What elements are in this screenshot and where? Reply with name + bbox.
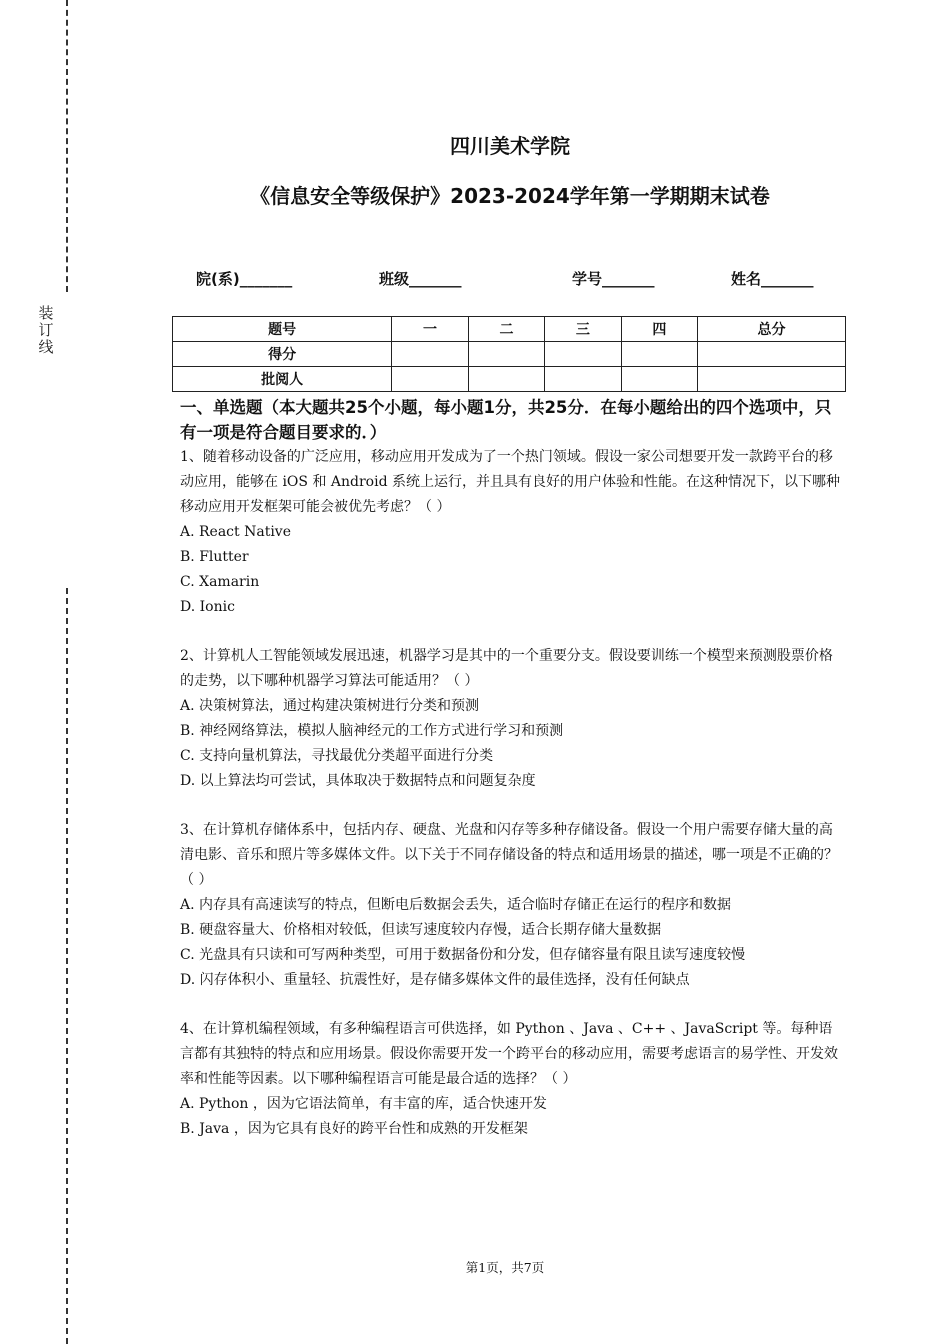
option-a: A. 内存具有高速读写的特点，但断电后数据会丢失，适合临时存储正在运行的程序和数据 (180, 897, 732, 913)
question-spacer (180, 993, 840, 1017)
score-table-cell (392, 367, 468, 392)
question-3 (180, 818, 840, 993)
option-a: A. 决策树算法，通过构建决策树进行分类和预测 (180, 698, 480, 714)
question-text: 2、计算机人工智能领域发展迅速，机器学习是其中的一个重要分支。假设要训练一个模型来预测股票价格的走势，以下哪种机器学习算法可能适用？（ ） (180, 648, 833, 689)
option-c: C. Xamarin (180, 574, 260, 590)
question-text: 4、在计算机编程领域，有多种编程语言可供选择，如 Python 、Java 、C++ 、JavaScript 等。每种语言都有其独特的特点和应用场景。假设你需要开发一个跨平台的移动应用，需要考虑语言的易学性、开发效率和性能等因素。以下哪种编程语言可能是最合适的选择？（ ） (180, 1021, 838, 1087)
school-name: 四川美术学院 (450, 134, 570, 158)
option-d: D. 以上算法均可尝试，具体取决于数据特点和问题复杂度 (180, 773, 536, 789)
score-table-cell (698, 367, 846, 392)
score-table-cell: 题号 (173, 317, 392, 342)
option-c: C. 支持向量机算法，寻找最优分类超平面进行分类 (180, 748, 494, 764)
score-table-cell: 二 (468, 317, 544, 342)
score-table-header-row (173, 317, 846, 342)
question-text: 3、在计算机存储体系中，包括内存、硬盘、光盘和闪存等多种存储设备。假设一个用户需要存储大量的高清电影、音乐和照片等多媒体文件。以下关于不同存储设备的特点和适用场景的描述，哪一项是不正确的？（ ） (180, 822, 838, 888)
score-table-cell (468, 367, 544, 392)
option-a: A. React Native (180, 524, 291, 540)
score-table-cell (621, 367, 697, 392)
score-table-cell (698, 342, 846, 367)
student-id-field: 学号_______ (572, 270, 655, 288)
score-table-cell (392, 342, 468, 367)
option-b: B. 硬盘容量大、价格相对较低，但读写速度较内存慢，适合长期存储大量数据 (180, 922, 662, 938)
department-field: 院(系)_______ (196, 270, 293, 288)
question-1 (180, 445, 840, 620)
class-field: 班级_______ (379, 270, 462, 288)
score-table-cell: 批阅人 (173, 367, 392, 392)
score-table-cell (468, 342, 544, 367)
binding-line-bottom (66, 588, 68, 1344)
score-table-cell: 总分 (698, 317, 846, 342)
score-table-row (173, 342, 846, 367)
question-spacer (180, 620, 840, 644)
score-table (172, 316, 846, 392)
option-d: D. Ionic (180, 599, 235, 615)
score-table-cell: 一 (392, 317, 468, 342)
question-4 (180, 1017, 840, 1142)
score-table-row (173, 367, 846, 392)
binding-label: 装订线 (38, 304, 54, 356)
section-heading: 一、单选题（本大题共25个小题，每小题1分，共25分．在每小题给出的四个选项中，只有一项是符合题目要求的．） (180, 398, 832, 442)
question-spacer (180, 794, 840, 818)
option-c: C. 光盘具有只读和可写两种类型，可用于数据备份和分发，但存储容量有限且读写速度较慢 (180, 947, 746, 963)
page-footer: 第1页，共7页 (465, 1260, 545, 1275)
score-table-cell: 得分 (173, 342, 392, 367)
option-d: D. 闪存体积小、重量轻、抗震性好，是存储多媒体文件的最佳选择，没有任何缺点 (180, 972, 690, 988)
exam-content (180, 395, 840, 1142)
option-b: B. Flutter (180, 549, 249, 565)
score-table-cell (621, 342, 697, 367)
question-text: 1、随着移动设备的广泛应用，移动应用开发成为了一个热门领域。假设一家公司想要开发一款跨平台的移动应用，能够在 iOS 和 Android 系统上运行，并且具有良好的用户体验和性能。在这种情况下，以下哪种移动应用开发框架可能会被优先考虑？（ ） (180, 449, 840, 515)
score-table-cell: 四 (621, 317, 697, 342)
score-table-cell (545, 342, 621, 367)
score-table-cell: 三 (545, 317, 621, 342)
option-b: B. Java ，因为它具有良好的跨平台性和成熟的开发框架 (180, 1121, 528, 1137)
exam-title: 《信息安全等级保护》2023-2024学年第一学期期末试卷 (250, 184, 770, 208)
option-a: A. Python ，因为它语法简单，有丰富的库，适合快速开发 (180, 1096, 547, 1112)
question-2 (180, 644, 840, 794)
option-b: B. 神经网络算法，模拟人脑神经元的工作方式进行学习和预测 (180, 723, 564, 739)
score-table-cell (545, 367, 621, 392)
name-field: 姓名_______ (731, 270, 814, 288)
